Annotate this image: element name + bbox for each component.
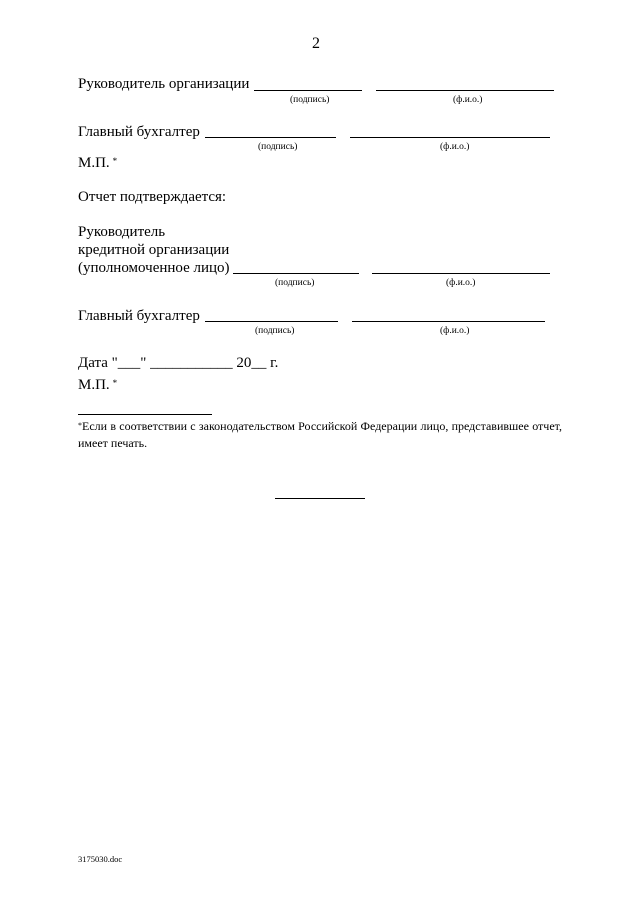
credit-org-signature-caption: (подпись) <box>275 278 315 288</box>
seal-mark-2 <box>78 377 117 394</box>
footnote-text: Если в соответствии с законодательством Российской Федерации лицо, представившее отчет, имеет печать. <box>78 419 562 450</box>
head-signature-line <box>254 90 362 91</box>
chief-accountant-label: Главный бухгалтер <box>78 124 200 140</box>
date-prefix: Дата "___" <box>78 355 147 371</box>
footnote <box>78 418 562 452</box>
seal-label: М.П. <box>78 155 110 171</box>
date-month-blank: ___________ <box>150 355 233 371</box>
footnote-reference: * <box>112 156 118 166</box>
confirmation-text: Отчет подтверждается: <box>78 189 227 205</box>
chief-accountant-name-caption: (ф.и.о.) <box>440 142 470 152</box>
head-signature-caption: (подпись) <box>290 95 330 105</box>
seal-mark <box>78 155 117 172</box>
date-line <box>78 355 278 372</box>
end-of-document-rule <box>275 498 365 499</box>
footnote-separator <box>78 414 212 415</box>
file-name: 3175030.doc <box>78 854 123 864</box>
chief-accountant-2-signature-caption: (подпись) <box>255 326 295 336</box>
chief-accountant-2-name-line <box>352 321 545 322</box>
credit-org-signature-line <box>233 273 359 274</box>
chief-accountant-2-signature-line <box>205 321 338 322</box>
date-year: 20__ г. <box>236 355 279 371</box>
chief-accountant-signature-caption: (подпись) <box>258 142 298 152</box>
credit-org-name-caption: (ф.и.о.) <box>446 278 476 288</box>
seal-label-2: М.П. <box>78 377 110 393</box>
chief-accountant-2-label: Главный бухгалтер <box>78 308 200 324</box>
head-name-caption: (ф.и.о.) <box>453 95 483 105</box>
chief-accountant-signature-line <box>205 137 336 138</box>
head-of-organization-label: Руководитель организации <box>78 76 250 92</box>
credit-org-head-line1: Руководитель <box>78 224 166 240</box>
footnote-mark: * <box>78 421 82 430</box>
credit-org-head-line2: кредитной организации <box>78 242 230 258</box>
page-number: 2 <box>312 35 320 52</box>
chief-accountant-2-name-caption: (ф.и.о.) <box>440 326 470 336</box>
credit-org-head-line3: (уполномоченное лицо) <box>78 260 230 276</box>
footnote-reference-2: * <box>112 378 118 388</box>
chief-accountant-name-line <box>350 137 550 138</box>
head-name-line <box>376 90 554 91</box>
credit-org-name-line <box>372 273 550 274</box>
